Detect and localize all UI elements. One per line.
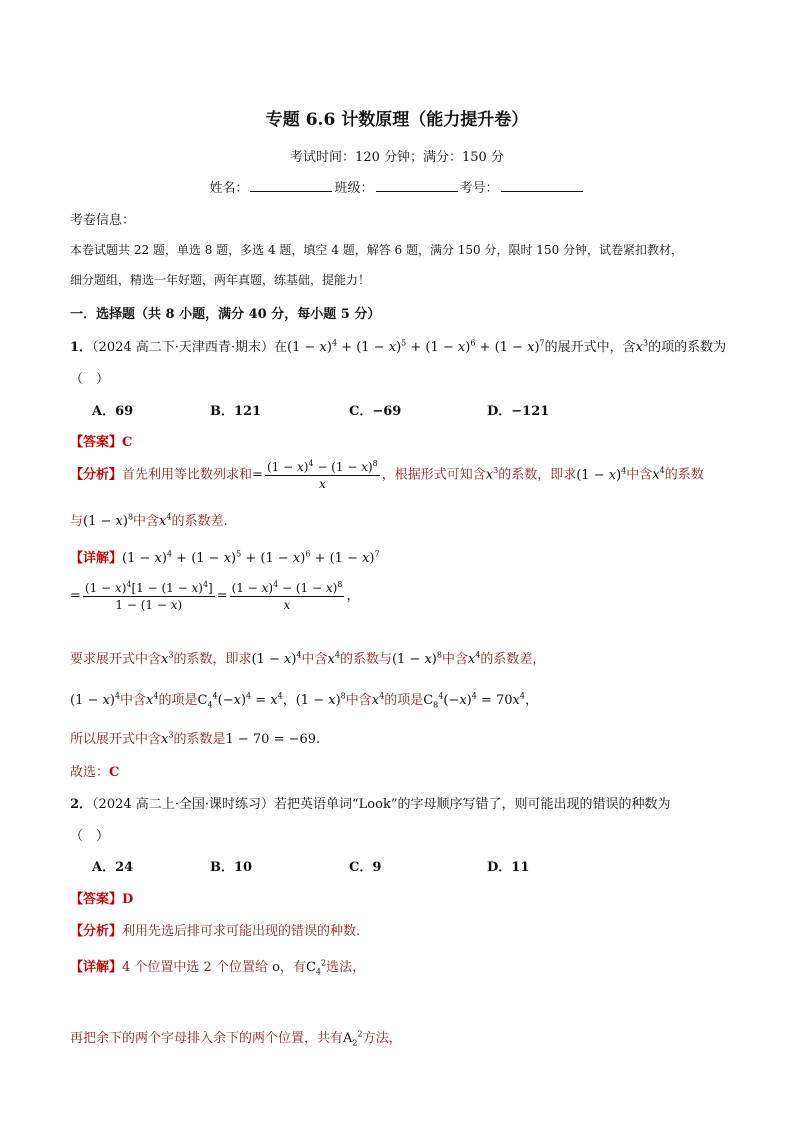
page-title: 专题 6.6 计数原理（能力提升卷） (265, 110, 529, 130)
q2-analysis: 【分析】利用先选后排可求可能出现的错误的种数. (70, 924, 361, 939)
q2-option-b[interactable]: B．10 (210, 860, 253, 875)
q1-option-b[interactable]: B．121 (210, 404, 262, 419)
question-source: （2024 高二下·天津西青·期末）在 (92, 340, 288, 355)
q2-option-c[interactable]: C．9 (349, 860, 382, 875)
question-number: 2． (70, 797, 93, 812)
q1-answer: 【答案】C (70, 435, 133, 450)
question-2-stem: 2．（2024 高二上·全国·课时练习）若把英语单词“Look”的字母顺序写错了，则可能出现的错误的种数为 (70, 797, 671, 812)
q1-detail-fraction: = $\frac{(1 - x)^4[1 - (1 - x)^4]}{1 - (1 - x)}$ = $\frac{(1 - x)^4 - (1 - x)^8}{x}$ ， (70, 580, 360, 612)
q1-detail-requirement: 要求展开式中含$x^3$的系数，即求$(1 - x)^4$中含$x^4$的系数与$(1 - x)^8$中含$x^4$的系数差， (70, 650, 546, 667)
q1-analysis-line-1: 【分析】首先利用等比数列求和= $\frac{(1 - x)^4 - (1 - x)^8}{x}$ ，根据形式可知含$x^3$的系数，即求$(1 - x)^4$中含$x^4$的系数 (70, 459, 704, 491)
name-blank[interactable] (250, 180, 332, 192)
q2-option-a[interactable]: A．24 (92, 860, 134, 875)
question-1-stem: 1．（2024 高二下·天津西青·期末）在$(1 - x)^4 + (1 - x)^5 + (1 - x)^6 + (1 - x)^7$的展开式中，含$x^3$的项的系数为 (70, 338, 727, 355)
q1-choose: 故选：C (70, 765, 120, 780)
q1-option-c[interactable]: C．−69 (349, 404, 402, 419)
question-number: 1． (70, 340, 93, 355)
class-label: 班级： (334, 181, 374, 196)
q1-option-d[interactable]: D．−121 (487, 404, 550, 419)
q2-paren: （ ） (70, 829, 110, 844)
number-label: 考号： (459, 181, 499, 196)
q2-answer: 【答案】D (70, 892, 134, 907)
student-info-line (0, 177, 794, 196)
name-label: 姓名： (209, 181, 249, 196)
q1-option-a[interactable]: A．69 (92, 404, 134, 419)
q1-paren: （ ） (70, 372, 110, 387)
q2-option-d[interactable]: D．11 (487, 860, 530, 875)
number-blank[interactable] (501, 180, 583, 192)
class-blank[interactable] (376, 180, 458, 192)
info-line-1: 本卷试题共 22 题，单选 8 题，多选 4 题，填空 4 题，解答 6 题，满分 150 分，限时 150 分钟，试卷紧扣教材， (70, 243, 684, 257)
q2-detail-line-1: 【详解】4 个位置中选 2 个位置给 o，有$C_4^2$选法， (70, 958, 366, 977)
section-heading: 一．选择题（共 8 小题，满分 40 分，每小题 5 分） (70, 307, 381, 322)
q2-detail-line-2: 再把余下的两个字母排入余下的两个位置，共有$A_2^2$方法， (70, 1029, 402, 1048)
info-heading: 考卷信息： (70, 213, 136, 228)
info-line-2: 细分题组，精选一年好题，两年真题，练基础，提能力！ (70, 273, 371, 287)
q1-expression: $(1 - x)^4 + (1 - x)^5 + (1 - x)^6 + (1 - x)^7$ (287, 338, 545, 355)
q1-detail-terms: $(1 - x)^4$中含$x^4$的项是$C_4^4(-x)^4 = x^4$，$(1 - x)^8$中含$x^4$的项是$C_8^4(-x)^4 = 70x^4$， (70, 691, 538, 710)
exam-info: 考试时间：120 分钟；满分：150 分 (290, 150, 504, 165)
q1-detail-conclusion: 所以展开式中含$x^3$的系数是1 − 70 = −69. (70, 730, 321, 747)
q1-detail-line-1: 【详解】$(1 - x)^4 + (1 - x)^5 + (1 - x)^6 + (1 - x)^7$ (70, 549, 380, 566)
q1-analysis-line-2: 与$(1 - x)^8$中含$x^4$的系数差. (70, 512, 228, 529)
